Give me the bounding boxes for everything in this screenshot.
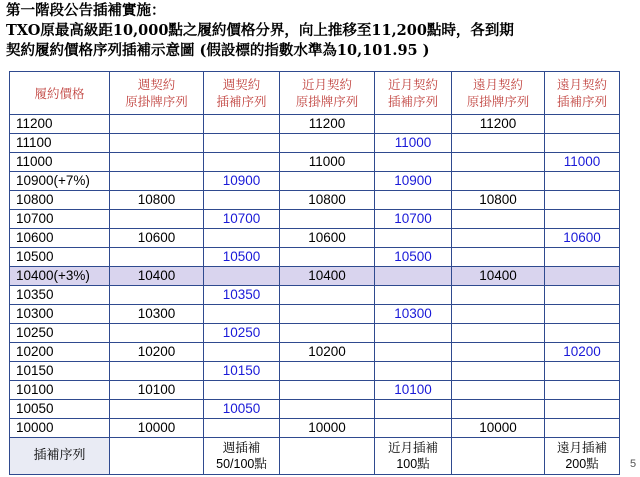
near-original-cell [280, 210, 375, 229]
far-interpolated-cell [545, 400, 620, 419]
weekly-original-cell [110, 210, 204, 229]
footer-row [10, 438, 620, 475]
table-row [10, 267, 620, 286]
far-interpolated-cell [545, 267, 620, 286]
near-interpolated-cell: 10500 [375, 248, 452, 267]
far-original-cell: 11200 [452, 115, 545, 134]
near-interpolated-cell [375, 343, 452, 362]
table-row [10, 115, 620, 134]
weekly-interpolated-cell [204, 305, 280, 324]
weekly-original-cell [110, 400, 204, 419]
table-row [10, 172, 620, 191]
header-weekly-original [110, 72, 204, 115]
near-interpolated-cell [375, 324, 452, 343]
near-interpolated-cell: 10100 [375, 381, 452, 400]
far-interpolated-cell [545, 324, 620, 343]
table-row [10, 324, 620, 343]
header-label: 履約價格 [34, 85, 85, 101]
weekly-original-cell: 10300 [110, 305, 204, 324]
header-label-line2: 插補序列 [556, 94, 607, 109]
header-far-original [452, 72, 545, 115]
header-label-line1: 近月契約 [387, 77, 438, 92]
weekly-original-cell: 10100 [110, 381, 204, 400]
near-original-cell [280, 400, 375, 419]
weekly-interpolated-cell: 10250 [204, 324, 280, 343]
table-row [10, 248, 620, 267]
header-weekly-interpolated [204, 72, 280, 115]
title-line-2: TXO原最高級距10,000點之履約價格分界，向上推移至11,200點時，各到期 [6, 22, 514, 39]
far-original-cell [452, 343, 545, 362]
header-near-original [280, 72, 375, 115]
strike-price-cell: 10250 [10, 324, 110, 343]
strike-price-cell: 10200 [10, 343, 110, 362]
header-far-interpolated [545, 72, 620, 115]
strike-price-cell: 10500 [10, 248, 110, 267]
near-original-cell: 10800 [280, 191, 375, 210]
weekly-interpolated-cell [204, 115, 280, 134]
table-row [10, 400, 620, 419]
table-row [10, 134, 620, 153]
footer-label: 插補序列 [10, 438, 110, 475]
footer-near-value: 100 [396, 457, 418, 471]
strike-price-table [9, 71, 620, 475]
strike-price-cell: 10000 [10, 419, 110, 438]
near-interpolated-cell [375, 153, 452, 172]
near-original-cell [280, 248, 375, 267]
weekly-interpolated-cell [204, 343, 280, 362]
near-original-cell [280, 172, 375, 191]
far-interpolated-cell [545, 172, 620, 191]
weekly-original-cell [110, 115, 204, 134]
weekly-interpolated-cell [204, 419, 280, 438]
far-original-cell: 10800 [452, 191, 545, 210]
strike-price-cell: 10300 [10, 305, 110, 324]
strike-price-cell: 10050 [10, 400, 110, 419]
near-original-cell [280, 362, 375, 381]
table-row [10, 229, 620, 248]
near-interpolated-cell: 10900 [375, 172, 452, 191]
table-row [10, 343, 620, 362]
table-body [10, 115, 620, 475]
near-interpolated-cell [375, 419, 452, 438]
far-interpolated-cell [545, 191, 620, 210]
near-interpolated-cell [375, 267, 452, 286]
weekly-interpolated-cell [204, 267, 280, 286]
header-label-line2: 原掛牌序列 [125, 94, 188, 109]
header-label-line2: 原掛牌序列 [295, 94, 359, 109]
table-row [10, 191, 620, 210]
footer-weekly-interpolation [204, 438, 280, 475]
weekly-interpolated-cell: 10050 [204, 400, 280, 419]
footer-weekly-value: 50/100 [216, 457, 255, 471]
near-original-cell [280, 324, 375, 343]
footer-near-unit: 點 [417, 456, 430, 471]
near-original-cell: 10600 [280, 229, 375, 248]
weekly-original-cell [110, 362, 204, 381]
far-interpolated-cell [545, 286, 620, 305]
header-label-line1: 近月契約 [301, 77, 352, 92]
weekly-interpolated-cell: 10500 [204, 248, 280, 267]
far-interpolated-cell [545, 115, 620, 134]
weekly-interpolated-cell [204, 191, 280, 210]
near-interpolated-cell [375, 115, 452, 134]
weekly-interpolated-cell [204, 229, 280, 248]
far-interpolated-cell [545, 305, 620, 324]
footer-far-label: 遠月插補 [556, 440, 607, 455]
weekly-interpolated-cell [204, 381, 280, 400]
weekly-original-cell [110, 153, 204, 172]
far-original-cell [452, 286, 545, 305]
far-original-cell [452, 324, 545, 343]
title-line-1: 第一階段公告插補實施： [6, 2, 166, 19]
far-original-cell [452, 172, 545, 191]
weekly-original-cell [110, 172, 204, 191]
strike-price-cell: 10350 [10, 286, 110, 305]
weekly-original-cell [110, 248, 204, 267]
strike-price-cell: 10400(+3%) [10, 267, 110, 286]
weekly-interpolated-cell [204, 134, 280, 153]
far-original-cell [452, 153, 545, 172]
far-interpolated-cell [545, 248, 620, 267]
strike-price-cell: 10900(+7%) [10, 172, 110, 191]
far-original-cell [452, 400, 545, 419]
far-interpolated-cell [545, 419, 620, 438]
header-strike-price [10, 72, 110, 115]
footer-weekly-original-empty [110, 438, 204, 475]
footer-near-interpolation [375, 438, 452, 475]
near-original-cell: 11000 [280, 153, 375, 172]
near-interpolated-cell: 10700 [375, 210, 452, 229]
far-original-cell: 10400 [452, 267, 545, 286]
strike-price-cell: 10150 [10, 362, 110, 381]
strike-price-cell: 11200 [10, 115, 110, 134]
strike-price-cell: 10700 [10, 210, 110, 229]
footer-weekly-label: 週插補 [222, 440, 261, 455]
weekly-original-cell: 10800 [110, 191, 204, 210]
table-row [10, 153, 620, 172]
near-original-cell: 11200 [280, 115, 375, 134]
footer-weekly-unit: 點 [254, 456, 267, 471]
header-label-line2: 插補序列 [216, 94, 267, 109]
far-original-cell: 10000 [452, 419, 545, 438]
strike-price-cell: 10600 [10, 229, 110, 248]
far-interpolated-cell: 10600 [545, 229, 620, 248]
weekly-interpolated-cell: 10350 [204, 286, 280, 305]
weekly-interpolated-cell: 10700 [204, 210, 280, 229]
table-row [10, 419, 620, 438]
far-original-cell [452, 229, 545, 248]
weekly-interpolated-cell: 10150 [204, 362, 280, 381]
near-interpolated-cell [375, 191, 452, 210]
header-near-interpolated [375, 72, 452, 115]
header-label-line2: 原掛牌序列 [466, 94, 530, 109]
near-interpolated-cell: 11000 [375, 134, 452, 153]
weekly-original-cell [110, 134, 204, 153]
footer-near-original-empty [280, 438, 375, 475]
near-original-cell [280, 305, 375, 324]
title-line-3: 契約履約價格序列插補示意圖 (假設標的指數水準為10,101.95 ) [6, 42, 430, 59]
near-original-cell [280, 134, 375, 153]
far-original-cell [452, 248, 545, 267]
table-row [10, 286, 620, 305]
footer-near-label: 近月插補 [387, 440, 438, 455]
far-interpolated-cell: 10200 [545, 343, 620, 362]
weekly-interpolated-cell: 10900 [204, 172, 280, 191]
footer-far-unit: 點 [586, 456, 599, 471]
far-interpolated-cell [545, 134, 620, 153]
far-interpolated-cell [545, 210, 620, 229]
far-original-cell [452, 381, 545, 400]
header-label-line1: 遠月契約 [472, 77, 523, 92]
table-row [10, 362, 620, 381]
near-original-cell [280, 286, 375, 305]
slide-title [0, 0, 640, 62]
near-original-cell: 10400 [280, 267, 375, 286]
strike-price-cell: 11100 [10, 134, 110, 153]
far-interpolated-cell [545, 381, 620, 400]
weekly-original-cell: 10000 [110, 419, 204, 438]
far-original-cell [452, 362, 545, 381]
weekly-original-cell [110, 286, 204, 305]
near-interpolated-cell: 10300 [375, 305, 452, 324]
table-row [10, 305, 620, 324]
strike-price-cell: 11000 [10, 153, 110, 172]
far-original-cell [452, 305, 545, 324]
near-interpolated-cell [375, 400, 452, 419]
weekly-interpolated-cell [204, 153, 280, 172]
header-label-line1: 週契約 [222, 77, 261, 92]
header-label-line2: 插補序列 [387, 94, 438, 109]
page-number: 5 [630, 458, 637, 470]
footer-far-original-empty [452, 438, 545, 475]
far-interpolated-cell [545, 362, 620, 381]
near-original-cell [280, 381, 375, 400]
weekly-original-cell [110, 324, 204, 343]
near-interpolated-cell [375, 362, 452, 381]
header-label-line1: 遠月契約 [556, 77, 607, 92]
strike-price-cell: 10100 [10, 381, 110, 400]
weekly-original-cell: 10600 [110, 229, 204, 248]
header-row [10, 72, 620, 115]
near-original-cell: 10000 [280, 419, 375, 438]
weekly-original-cell: 10400 [110, 267, 204, 286]
far-original-cell [452, 134, 545, 153]
table-row [10, 210, 620, 229]
near-interpolated-cell [375, 286, 452, 305]
far-original-cell [452, 210, 545, 229]
table-row [10, 381, 620, 400]
header-label-line1: 週契約 [137, 77, 176, 92]
footer-far-interpolation [545, 438, 620, 475]
footer-far-value: 200 [565, 457, 587, 471]
strike-price-cell: 10800 [10, 191, 110, 210]
near-original-cell: 10200 [280, 343, 375, 362]
weekly-original-cell: 10200 [110, 343, 204, 362]
near-interpolated-cell [375, 229, 452, 248]
far-interpolated-cell: 11000 [545, 153, 620, 172]
